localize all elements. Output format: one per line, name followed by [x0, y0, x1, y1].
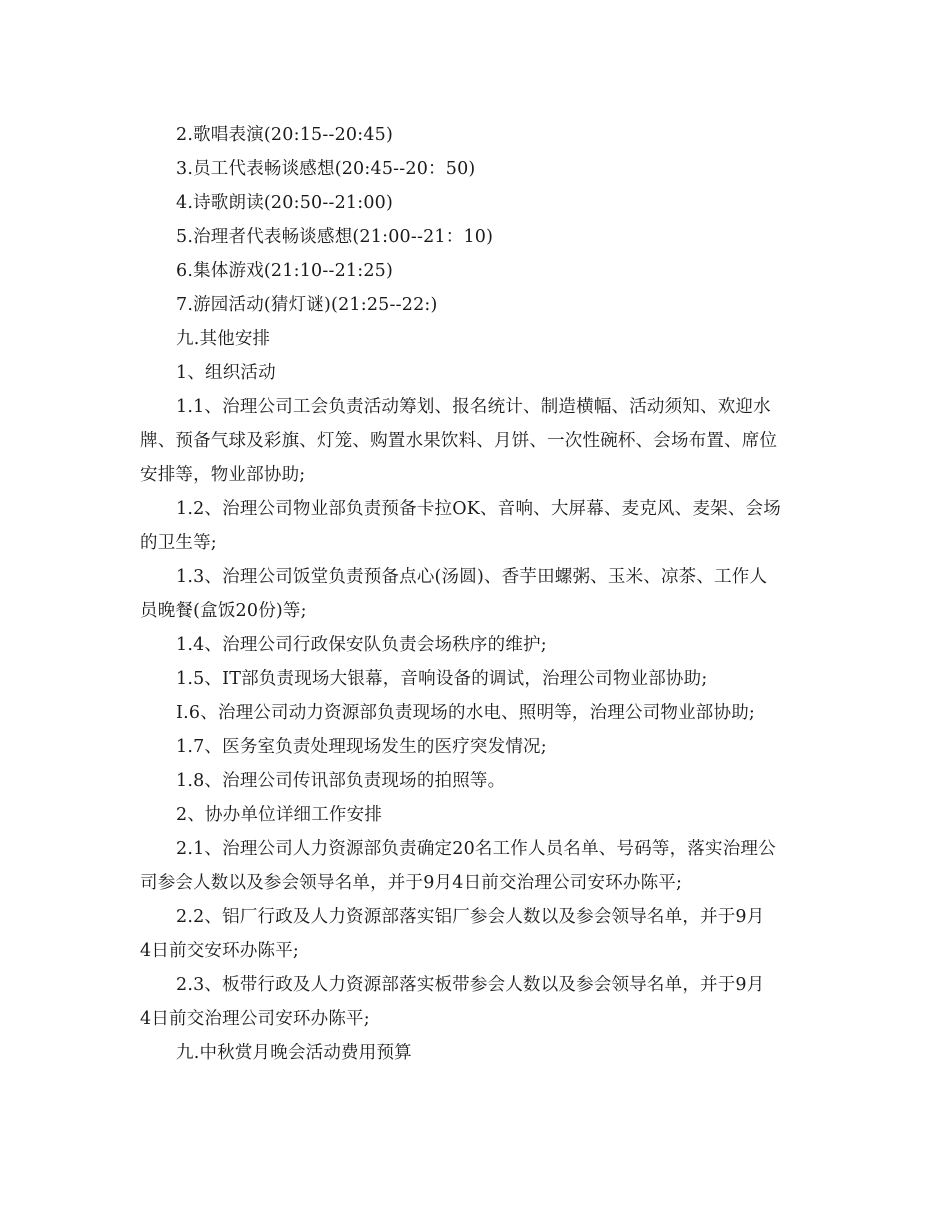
paragraph-2-1-line-2: 司参会人数以及参会领导名单，并于9月4日前交治理公司安环办陈平;: [140, 873, 683, 893]
paragraph-2-1-line-1: 2.1、治理公司人力资源部负责确定20名工作人员名单、号码等，落实治理公: [176, 839, 776, 859]
paragraph-2-3-line-2: 4日前交治理公司安环办陈平;: [140, 1009, 370, 1029]
program-item-7: 7.游园活动(猜灯谜)(21:25--22:): [176, 295, 438, 315]
paragraph-1-8: 1.8、治理公司传讯部负责现场的拍照等。: [176, 771, 506, 791]
program-item-3: 3.员工代表畅谈感想(20:45--20：50): [176, 159, 476, 179]
paragraph-1-7: 1.7、医务室负责处理现场发生的医疗突发情况;: [176, 737, 547, 757]
program-item-2: 2.歌唱表演(20:15--20:45): [176, 125, 394, 145]
section-heading-budget: 九.中秋赏月晚会活动费用预算: [176, 1043, 412, 1063]
program-item-6: 6.集体游戏(21:10--21:25): [176, 261, 394, 281]
paragraph-1-3-line-1: 1.3、治理公司饭堂负责预备点心(汤圆)、香芋田螺粥、玉米、凉茶、工作人: [176, 567, 768, 587]
program-item-4: 4.诗歌朗读(20:50--21:00): [176, 193, 394, 213]
paragraph-1-1-line-3: 安排等，物业部协助;: [140, 465, 306, 485]
paragraph-1-6: I.6、治理公司动力资源部负责现场的水电、照明等，治理公司物业部协助;: [176, 703, 756, 723]
subsection-heading-organize: 1、组织活动: [176, 363, 276, 383]
paragraph-1-1-line-2: 牌、预备气球及彩旗、灯笼、购置水果饮料、月饼、一次性碗杯、会场布置、席位: [140, 431, 778, 451]
paragraph-1-5: 1.5、IT部负责现场大银幕，音响设备的调试，治理公司物业部协助;: [176, 669, 708, 689]
paragraph-2-2-line-1: 2.2、铝厂行政及人力资源部落实铝厂参会人数以及参会领导名单，并于9月: [176, 907, 765, 927]
program-item-5: 5.治理者代表畅谈感想(21:00--21：10): [176, 227, 494, 247]
section-heading-other-arrangements: 九.其他安排: [176, 329, 271, 349]
paragraph-1-2-line-2: 的卫生等;: [140, 533, 217, 553]
paragraph-1-2-line-1: 1.2、治理公司物业部负责预备卡拉OK、音响、大屏幕、麦克风、麦架、会场: [176, 499, 781, 519]
paragraph-2-3-line-1: 2.3、板带行政及人力资源部落实板带参会人数以及参会领导名单，并于9月: [176, 975, 765, 995]
paragraph-1-4: 1.4、治理公司行政保安队负责会场秩序的维护;: [176, 635, 547, 655]
paragraph-1-3-line-2: 员晚餐(盒饭20份)等;: [140, 601, 307, 621]
subsection-heading-co-organizers: 2、协办单位详细工作安排: [176, 805, 383, 825]
paragraph-1-1-line-1: 1.1、治理公司工会负责活动筹划、报名统计、制造横幅、活动须知、欢迎水: [176, 397, 771, 417]
paragraph-2-2-line-2: 4日前交安环办陈平;: [140, 941, 300, 961]
